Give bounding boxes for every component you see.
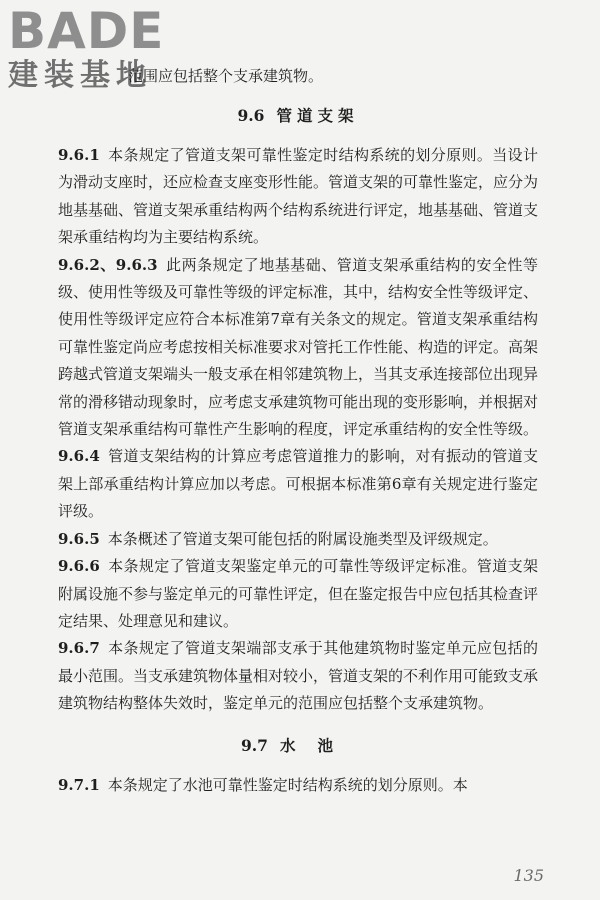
clause-number: 9.6.4 [58,447,100,466]
clause-9-7-1 [58,772,538,799]
section-title: 管道支架 [276,106,359,125]
section-heading-9-6 [58,104,538,128]
clause-number: 9.6.7 [58,639,100,658]
lead-text: 范围应包括整个支承建筑物。 [128,67,324,85]
clause-text: 本条规定了管道支架鉴定单元的可靠性等级评定标准。管道支架附属设施不参与鉴定单元的可靠性评定，但在鉴定报告中应包括其检查评定结果、处理意见和建议。 [58,557,539,630]
clause-text: 本条规定了管道支架可靠性鉴定时结构系统的划分原则。当设计为滑动支座时，还应检查支座变形性能。管道支架的可靠性鉴定，应分为地基基础、管道支架承重结构两个结构系统进行评定，地基基础、管道支架承重结构均为主要结构系统。 [58,146,539,247]
clause-9-6-4 [58,443,538,525]
section-number: 9.7 [241,735,268,755]
clause-9-6-1 [58,142,538,252]
clause-text: 本条规定了水池可靠性鉴定时结构系统的划分原则。本 [107,775,468,794]
clause-text: 此两条规定了地基基础、管道支架承重结构的安全性等级、使用性等级及可靠性等级的评定标准，其中，结构安全性等级评定、使用性等级评定应符合本标准第7章有关条文的规定。管道支架承重结构可靠性鉴定尚应考虑按相关标准要求对管托工作性能、构造的评定。高架跨越式管道支架端头一般支承在相邻建筑物上，当其支承连接部位出现异常的滑移错动现象时，应考虑支承建筑物可能出现的变形影响，并根据对管道支架承重结构可靠性产生影响的程度，评定承重结构的安全性等级。 [58,255,539,439]
document-page [58,64,538,799]
clause-number: 9.7.1 [58,775,100,794]
clause-number: 9.6.2、9.6.3 [58,255,158,274]
clause-number: 9.6.6 [58,557,100,576]
clause-text: 本条概述了管道支架可能包括的附属设施类型及评级规定。 [107,529,498,548]
clause-9-6-2-3 [58,252,538,444]
clause-text: 本条规定了管道支架端部支承于其他建筑物时鉴定单元应包括的最小范围。当支承建筑物体量相对较小，管道支架的不利作用可能致支承建筑物结构整体失效时，鉴定单元的范围应包括整个支承建筑物。 [58,639,539,713]
clause-number: 9.6.1 [58,146,100,164]
logo-wordmark: BADE [8,2,165,60]
clause-9-6-5 [58,526,538,553]
logo-subtitle: 建装基地 [8,58,152,93]
clause-9-6-7 [58,635,538,717]
clause-number: 9.6.5 [58,529,100,548]
section-heading-9-7 [58,734,538,758]
clause-9-6-6 [58,553,538,635]
section-number: 9.6 [237,106,265,125]
page-number: 135 [513,866,544,885]
clause-text: 管道支架结构的计算应考虑管道推力的影响，对有振动的管道支架上部承重结构计算应加以考虑。可根据本标准第6章有关规定进行鉴定评级。 [58,447,538,521]
section-title: 水池 [279,735,355,755]
